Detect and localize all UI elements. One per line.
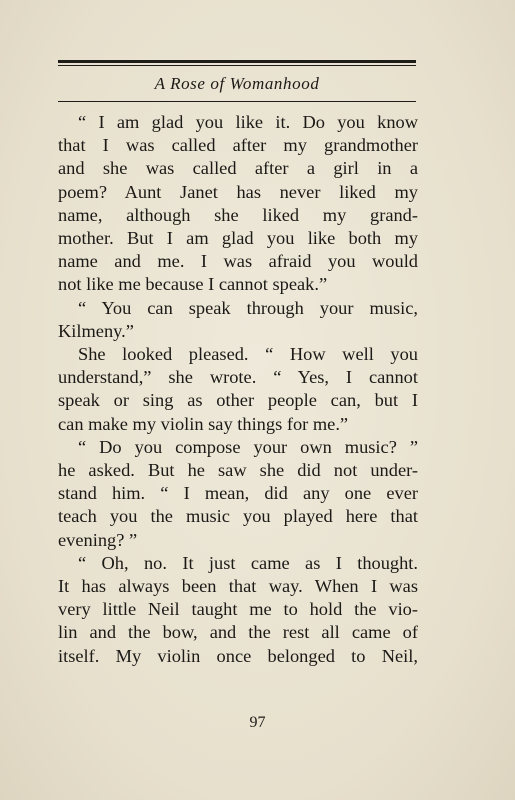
text-line: stand him. “ I mean, did any one ever [58, 483, 418, 504]
text-line: can make my violin say things for me.” [58, 413, 349, 434]
text-line: “ Do you compose your own music? ” [78, 436, 418, 457]
text-line: “ You can speak through your music, [78, 297, 418, 318]
text-line: Kilmeny.” [58, 320, 134, 341]
header-rule-thin [58, 65, 416, 66]
text-line: evening? ” [58, 529, 138, 550]
text-line: poem? Aunt Janet has never liked my [58, 181, 418, 202]
header-rule-thick [58, 60, 416, 63]
text-line: not like me because I cannot speak.” [58, 274, 328, 295]
text-line: It has always been that way. When I was [58, 576, 418, 597]
text-line: lin and the bow, and the rest all came of [58, 622, 418, 643]
body-text [58, 111, 418, 668]
text-line: itself. My violin once belonged to Neil, [58, 645, 418, 666]
text-line: understand,” she wrote. “ Yes, I cannot [58, 367, 418, 388]
text-line: “ I am glad you like it. Do you know [78, 112, 418, 132]
text-line: She looked pleased. “ How well you [78, 344, 418, 365]
text-line: teach you the music you played here that [58, 506, 418, 527]
text-line: name, although she liked my grand- [58, 204, 418, 225]
text-line: “ Oh, no. It just came as I thought. [78, 552, 418, 573]
text-line: very little Neil taught me to hold the vio- [58, 599, 418, 620]
text-line: name and me. I was afraid you would [58, 251, 418, 272]
text-line: he asked. But he saw she did not under- [58, 460, 418, 481]
header-rule-bottom [58, 101, 416, 102]
text-line: mother. But I am glad you like both my [58, 228, 418, 249]
text-line: that I was called after my grandmother [58, 135, 418, 156]
page-number: 97 [249, 714, 266, 731]
text-line: speak or sing as other people can, but I [58, 390, 418, 411]
running-head: A Rose of Womanhood [154, 74, 320, 93]
text-line: and she was called after a girl in a [58, 158, 418, 179]
